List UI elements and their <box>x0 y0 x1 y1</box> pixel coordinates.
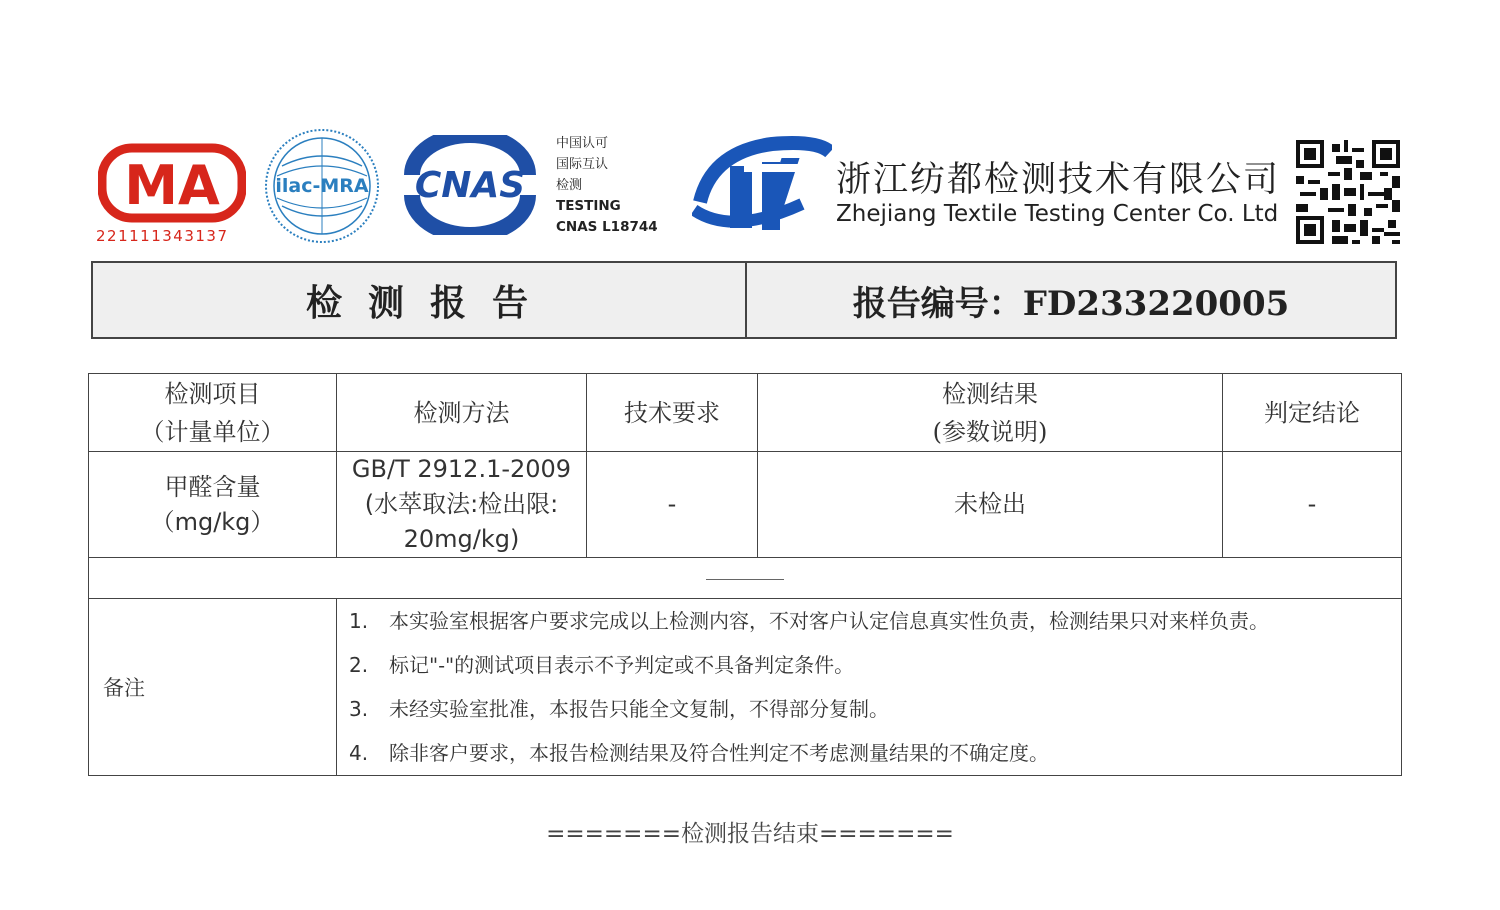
company-logo-icon <box>692 132 832 244</box>
note-text: 标记"-"的测试项目表示不予判定或不具备判定条件。 <box>389 653 855 677</box>
cma-code: 221111343137 <box>96 227 229 245</box>
cell-requirement: - <box>587 452 758 558</box>
note-number: 3. <box>349 697 369 721</box>
ilac-logo-text: ilac-MRA <box>275 175 369 197</box>
header-cell-method: 检测方法 <box>337 374 587 452</box>
cma-logo <box>98 142 246 224</box>
header-text: （计量单位） <box>140 417 285 446</box>
note-number: 2. <box>349 653 369 677</box>
results-table <box>88 373 1401 776</box>
notes-label: 备注 <box>89 599 337 776</box>
cell-method <box>337 452 587 558</box>
header-cell-conclusion: 判定结论 <box>1223 374 1402 452</box>
company-name-en: Zhejiang Textile Testing Center Co. Ltd <box>836 201 1279 227</box>
report-title: 检测报告 <box>93 263 747 337</box>
note-text: 除非客户要求，本报告检测结果及符合性判定不考虑测量结果的不确定度。 <box>389 741 1049 765</box>
header-cell-result <box>758 374 1223 452</box>
report-title-bar <box>91 261 1397 339</box>
ilac-mra-logo <box>262 126 382 246</box>
table-header-row <box>89 374 1402 452</box>
notes-list <box>337 599 1401 775</box>
cnas-logo-text: CNAS <box>414 165 526 206</box>
notes-row <box>89 599 1402 776</box>
separator-line <box>706 579 784 580</box>
company-name-cn: 浙江纺都检测技术有限公司 <box>836 160 1281 200</box>
cma-logo-text: MA <box>124 154 220 217</box>
cert-line: CNAS L18744 <box>556 219 658 235</box>
cnas-logo <box>402 135 538 235</box>
note-text: 未经实验室批准，本报告只能全文复制，不得部分复制。 <box>389 697 889 721</box>
cell-result: 未检出 <box>758 452 1223 558</box>
report-end-marker: =======检测报告结束======= <box>546 821 954 847</box>
note-item <box>337 687 1401 731</box>
note-item <box>337 643 1401 687</box>
header-text: 检测项目 <box>164 379 261 408</box>
certification-text <box>556 133 658 238</box>
qr-code-icon <box>1296 140 1400 244</box>
note-number: 4. <box>349 741 369 765</box>
cell-conclusion: - <box>1223 452 1402 558</box>
notes-body <box>337 599 1402 776</box>
cell-text: 甲醛含量 <box>164 472 261 501</box>
header-text: 检测结果 <box>942 379 1038 408</box>
separator-row <box>89 558 1402 599</box>
cell-text: GB/T 2912.1-2009 <box>351 455 572 483</box>
cell-text: (水萃取法:检出限: <box>364 490 559 518</box>
cell-text: （mg/kg） <box>150 507 275 536</box>
report-number: 报告编号：FD233220005 <box>852 283 1290 324</box>
note-item <box>337 599 1401 643</box>
separator-cell <box>89 558 1402 599</box>
table-row <box>89 452 1402 558</box>
note-item <box>337 731 1401 775</box>
cert-line: 中国认可 <box>556 136 609 151</box>
cert-line: 检测 <box>556 178 583 193</box>
header-text: (参数说明) <box>932 417 1048 446</box>
cert-line: 国际互认 <box>556 157 609 172</box>
header-cell-requirement: 技术要求 <box>587 374 758 452</box>
note-text: 本实验室根据客户要求完成以上检测内容，不对客户认定信息真实性负责，检测结果只对来样负责。 <box>389 609 1269 633</box>
header-cell-item <box>89 374 337 452</box>
note-number: 1. <box>349 609 369 633</box>
cert-line: TESTING <box>556 198 621 214</box>
cell-item <box>89 452 337 558</box>
cell-text: 20mg/kg) <box>403 525 520 553</box>
